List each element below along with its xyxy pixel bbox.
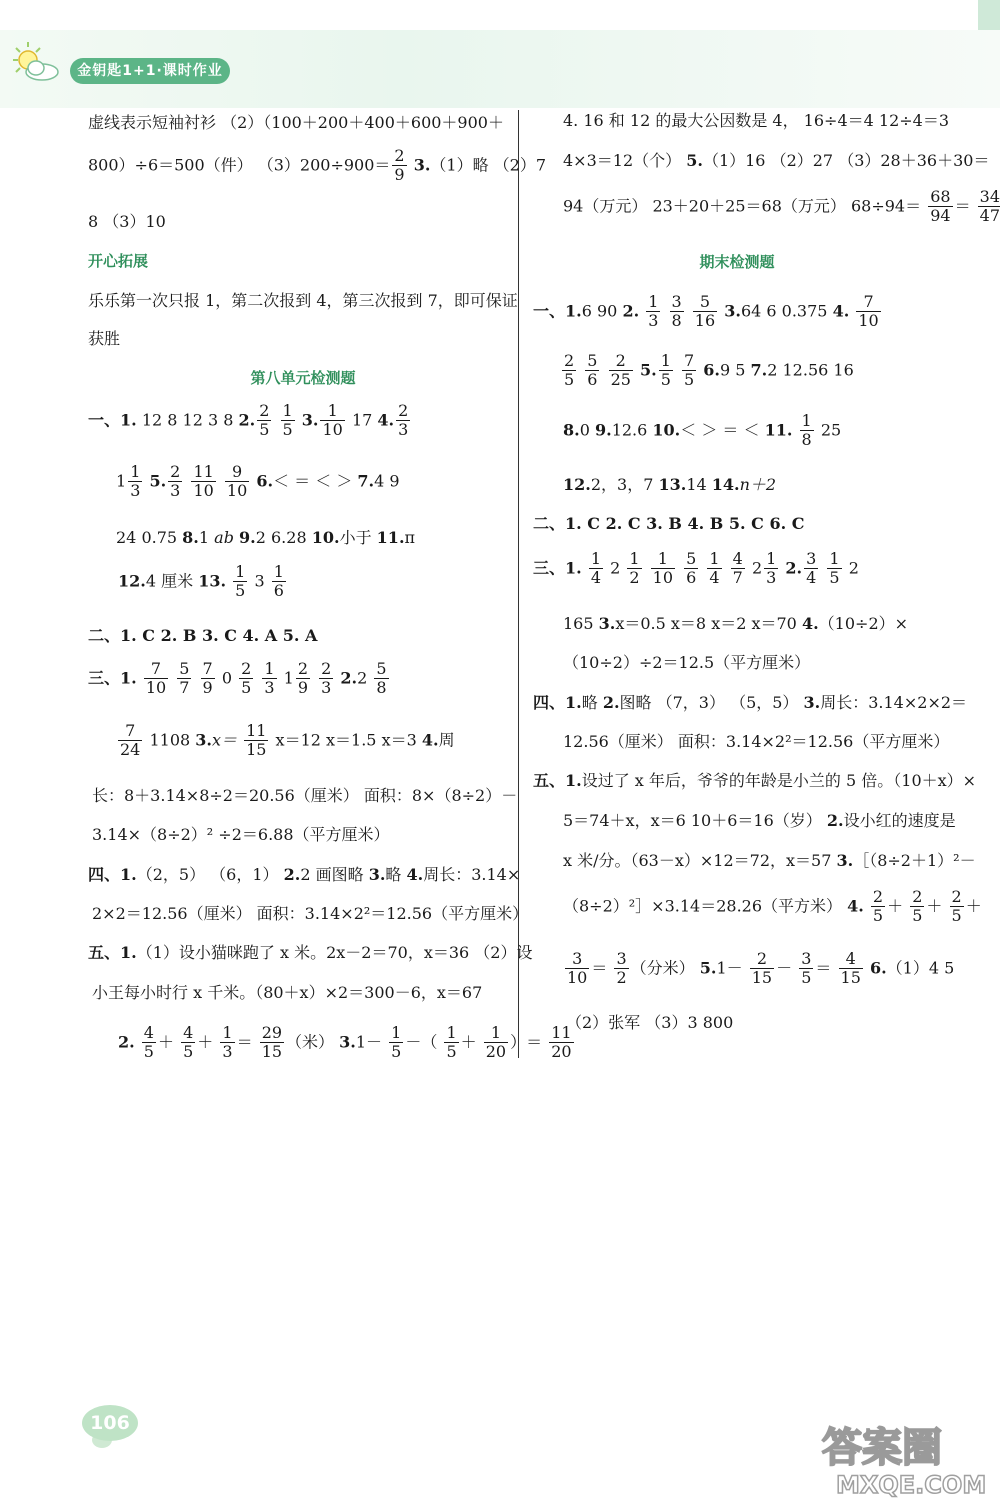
answer-line: $\frac{3}{10}$ ＝ $\frac{3}{2}$ （分米） 5.1－ $\frac{2}{15}$ － $\frac{3}{5}$ ＝ $\frac{4}{15}$ 6.（1）4 5 bbox=[567, 949, 955, 988]
answer-line: $\frac{2}{5}$ $\frac{5}{6}$ $\frac{2}{25}$ 5. $\frac{1}{5}$ $\frac{7}{5}$ 6.9 5 7.2 12.56 16 bbox=[564, 351, 854, 390]
answer-line: $\frac{7}{24}$ 1108 3.x＝ $\frac{11}{15}$ x＝12 x＝1.5 x＝3 4.周 bbox=[120, 721, 455, 760]
answer-line: 12.56（厘米） 面积：3.14×2²＝12.56（平方厘米） bbox=[563, 732, 950, 751]
section-title-kaixin: 开心拓展 bbox=[88, 252, 149, 270]
answer-line: 一、1.6 90 2. $\frac{1}{3}$ $\frac{3}{8}$ $\frac{5}{16}$ 3.64 6 0.375 4. $\frac{7}{10}$ bbox=[533, 292, 879, 331]
answer-line: 3.14×（8÷2）² ÷2＝6.88（平方厘米） bbox=[92, 825, 390, 844]
answer-line: 长：8＋3.14×8÷2＝20.56（厘米） 面积：8×（8÷2）－ bbox=[92, 786, 518, 805]
answer-line: 8 （3）10 bbox=[88, 212, 166, 231]
answer-line: 24 0.75 8.1 ab 9.2 6.28 10.小于 11.π bbox=[116, 528, 416, 547]
answer-line: 虚线表示短袖衬衫 （2）（100＋200＋400＋600＋900＋ bbox=[88, 113, 504, 132]
answer-line: 四、1.（2，5） （6，1） 2.2 画图略 3.略 4.周长：3.14× bbox=[88, 865, 521, 884]
section-title-final: 期末检测题 bbox=[699, 253, 775, 271]
answer-line: 一、1. 12 8 12 3 8 2. $\frac{2}{5}$ $\frac{1}{5}$ 3. $\frac{1}{10}$ 17 4. $\frac{2}{3}$ bbox=[88, 401, 409, 440]
answer-line: 2×2＝12.56（厘米） 面积：3.14×2²＝12.56（平方厘米） bbox=[92, 904, 529, 923]
answer-line: 12.2，3，7 13.14 14.n＋2 bbox=[563, 475, 777, 494]
watermark-text: 答案圈 bbox=[822, 1425, 942, 1471]
answer-line: 94（万元） 23＋20＋25＝68（万元） 68÷94＝ $\frac{68}{94}$ ＝ $\frac{34}{47}$ bbox=[563, 188, 1000, 226]
answer-line: 4. 16 和 12 的最大公因数是 4， 16÷4＝4 12÷4＝3 bbox=[563, 111, 950, 130]
answer-line: 小王每小时行 x 千米。（80＋x）×2＝300－6，x＝67 bbox=[92, 983, 483, 1002]
answer-line: 三、1. $\frac{7}{10}$ $\frac{5}{7}$ $\frac{7}{9}$ 0 $\frac{2}{5}$ $\frac{1}{3}$ 1 $\frac{2}{9}$ $\frac{2}{3}$ 2.2 $\frac{5}{8}$ bbox=[88, 659, 387, 698]
answer-line: 获胜 bbox=[88, 329, 121, 348]
answer-line: 四、1.略 2.图略 （7，3） （5，5） 3.周长：3.14×2×2＝ bbox=[533, 693, 968, 712]
section-title-unit8: 第八单元检测题 bbox=[250, 369, 356, 387]
answer-line: x 米/分。（63－x）×12＝72，x＝57 3.［（8÷2＋1）²－ bbox=[563, 851, 976, 870]
answer-line: （8÷2）²］×3.14＝28.26（平方米） 4. $\frac{2}{5}$ ＋ $\frac{2}{5}$ ＋ $\frac{2}{5}$ ＋ bbox=[563, 887, 982, 926]
answer-line: 1 $\frac{1}{3}$ 5. $\frac{2}{3}$ $\frac{11}{10}$ $\frac{9}{10}$ 6.＜ ＝ ＜ ＞ 7.4 9 bbox=[116, 462, 400, 501]
answer-line: 二、1. C 2. C 3. B 4. B 5. C 6. C bbox=[533, 514, 805, 533]
sun-cloud-icon bbox=[8, 38, 64, 88]
answer-line: 五、1.（1）设小猫咪跑了 x 米。2x－2＝70，x＝36 （2）设 bbox=[88, 943, 533, 962]
answer-line: 三、1. $\frac{1}{4}$ 2 $\frac{1}{2}$ $\frac{1}{10}$ $\frac{5}{6}$ $\frac{1}{4}$ $\frac{4}{7}$ 2 $\frac{1}{3}$ 2. $\frac{3}{4}$ $\frac{1}{5}$ 2 bbox=[533, 549, 859, 588]
answer-line: 乐乐第一次只报 1，第二次报到 4，第三次报到 7，即可保证 bbox=[88, 291, 518, 310]
answer-line: 二、1. C 2. B 3. C 4. A 5. A bbox=[88, 626, 318, 645]
watermark-url: MXQE.COM bbox=[836, 1471, 987, 1499]
answer-line: 5＝74＋x，x＝6 10＋6＝16（岁） 2.设小红的速度是 bbox=[563, 811, 956, 830]
answer-line: 五、1.设过了 x 年后，爷爷的年龄是小兰的 5 倍。（10＋x）× bbox=[533, 771, 977, 790]
answer-line: 165 3.x＝0.5 x＝8 x＝2 x＝70 4.（10÷2）× bbox=[563, 614, 909, 633]
page-number: 106 bbox=[82, 1405, 138, 1441]
answer-line: 4×3＝12（个） 5.（1）16 （2）27 （3）28＋36＋30＝ bbox=[563, 151, 990, 170]
answer-line: 12.4 厘米 13. $\frac{1}{5}$ 3 $\frac{1}{6}$ bbox=[118, 562, 284, 601]
watermark-logo bbox=[818, 1409, 996, 1499]
brand-banner: 金钥匙1+1·课时作业 bbox=[70, 58, 230, 84]
answer-line: 800）÷6＝500（件） （3）200÷900＝ $\frac{2}{9}$ 3.（1）略 （2）7 bbox=[88, 146, 547, 185]
answer-line: （2）张军 （3）3 800 bbox=[566, 1013, 734, 1032]
answer-line: 8.0 9.12.6 10.＜ ＞ ＝ ＜ 11. $\frac{1}{8}$ 25 bbox=[563, 411, 842, 450]
answer-line: 2. $\frac{4}{5}$ ＋ $\frac{4}{5}$ ＋ $\frac{1}{3}$ ＝ $\frac{29}{15}$ （米） 3.1－ $\frac{1}{5}$ －（ $\frac{1}{5}$ ＋ $\frac{1}{20}$ ）＝ $\frac{11}{20}$ bbox=[118, 1023, 572, 1062]
answer-line: （10÷2）÷2＝12.5（平方厘米） bbox=[563, 653, 811, 672]
